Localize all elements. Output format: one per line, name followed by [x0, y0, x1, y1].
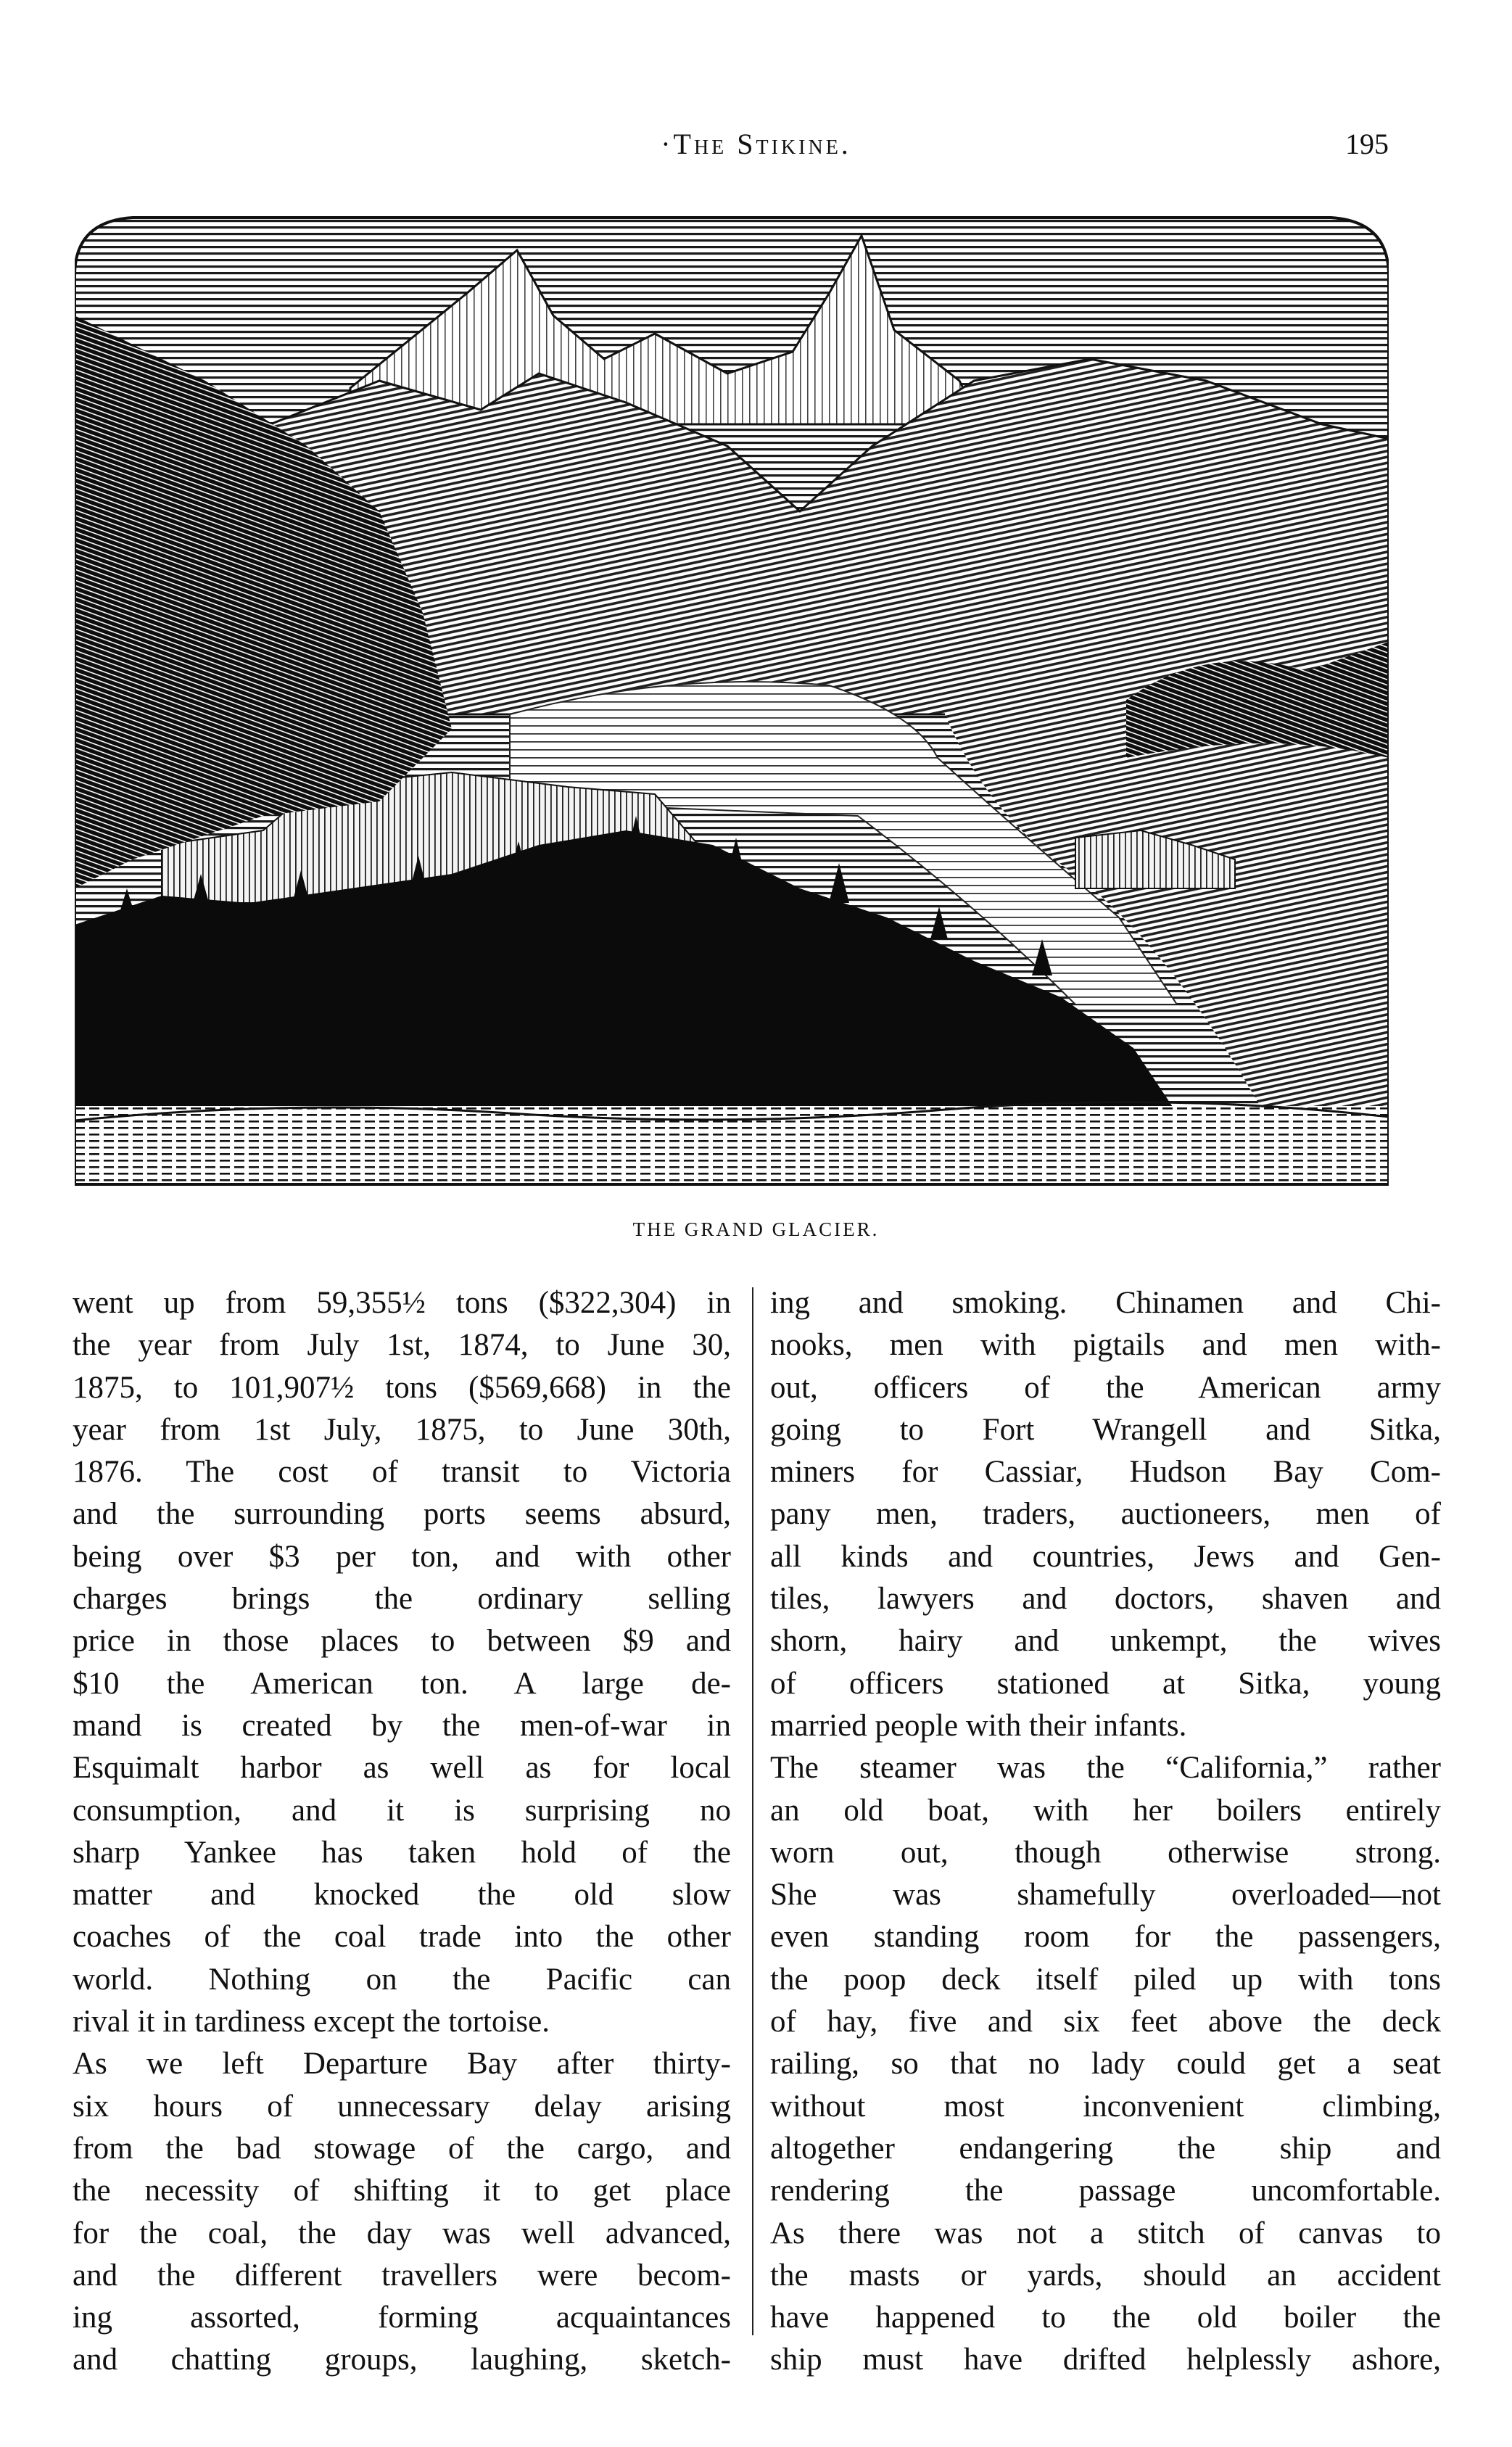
text-line: As there was not a stitch of canvas to — [770, 2216, 1441, 2250]
glacier-engraving — [75, 207, 1389, 1193]
text-line: of hay, five and six feet above the deck — [770, 2005, 1441, 2039]
right-text-column — [770, 1282, 1441, 2382]
text-line: rival it in tardiness except the tortoise. — [73, 2005, 550, 2039]
text-line: price in those places to between $9 and — [73, 1624, 731, 1659]
text-line: being over $3 per ton, and with other — [73, 1539, 731, 1574]
text-line: an old boat, with her boilers entirely — [770, 1793, 1441, 1828]
text-line: sharp Yankee has taken hold of the — [73, 1835, 731, 1870]
text-line: went up from 59,355½ tons ($322,304) in — [73, 1286, 731, 1320]
text-line: consumption, and it is surprising no — [73, 1793, 731, 1828]
text-line: 1876. The cost of transit to Victoria — [73, 1455, 731, 1490]
text-line: ship must have drifted helplessly ashore, — [770, 2343, 1441, 2377]
text-line: ing and smoking. Chinamen and Chi- — [770, 1286, 1441, 1320]
text-line: As we left Departure Bay after thirty- — [73, 2047, 731, 2081]
page-header — [0, 127, 1512, 170]
text-line: all kinds and countries, Jews and Gen- — [770, 1539, 1441, 1574]
text-line: the poop deck itself piled up with tons — [770, 1962, 1441, 1997]
left-text-column — [73, 1282, 731, 2382]
text-line: the necessity of shifting it to get place — [73, 2174, 731, 2208]
text-line: pany men, traders, auctioneers, men of — [770, 1497, 1441, 1532]
text-line: even standing room for the passengers, — [770, 1920, 1441, 1955]
text-line: of officers stationed at Sitka, young — [770, 1666, 1441, 1701]
text-line: Esquimalt harbor as well as for local — [73, 1751, 731, 1786]
text-line: matter and knocked the old slow — [73, 1878, 731, 1912]
text-line: from the bad stowage of the cargo, and — [73, 2131, 731, 2166]
text-line: world. Nothing on the Pacific can — [73, 1962, 731, 1997]
text-line: out, officers of the American army — [770, 1370, 1441, 1405]
text-line: without most inconvenient climbing, — [770, 2089, 1441, 2124]
page-number: 195 — [1345, 128, 1389, 160]
text-line: She was shamefully overloaded—not — [770, 1878, 1441, 1912]
text-line: The steamer was the “California,” rather — [770, 1751, 1441, 1786]
text-line: for the coal, the day was well advanced, — [73, 2216, 731, 2250]
text-line: shorn, hairy and unkempt, the wives — [770, 1624, 1441, 1659]
column-rule — [752, 1287, 753, 2335]
text-line: year from 1st July, 1875, to June 30th, — [73, 1412, 731, 1447]
text-line: worn out, though otherwise strong. — [770, 1835, 1441, 1870]
text-line: mand is created by the men-of-war in — [73, 1708, 731, 1743]
text-line: miners for Cassiar, Hudson Bay Com- — [770, 1455, 1441, 1490]
text-line: have happened to the old boiler the — [770, 2300, 1441, 2335]
text-line: railing, so that no lady could get a seat — [770, 2047, 1441, 2081]
text-line: $10 the American ton. A large de- — [73, 1666, 731, 1701]
text-line: and chatting groups, laughing, sketch- — [73, 2343, 731, 2377]
text-line: 1875, to 101,907½ tons ($569,668) in the — [73, 1370, 731, 1405]
text-line: the masts or yards, should an accident — [770, 2258, 1441, 2293]
running-title: ·The Stikine. — [661, 128, 851, 160]
illustration-caption: THE GRAND GLACIER. — [632, 1218, 880, 1240]
text-line: married people with their infants. — [770, 1708, 1187, 1743]
text-line: charges brings the ordinary selling — [73, 1582, 731, 1617]
text-line: tiles, lawyers and doctors, shaven and — [770, 1582, 1441, 1617]
text-line: six hours of unnecessary delay arising — [73, 2089, 731, 2124]
text-line: nooks, men with pigtails and men with- — [770, 1328, 1441, 1363]
text-line: the year from July 1st, 1874, to June 30, — [73, 1328, 731, 1363]
text-line: coaches of the coal trade into the other — [73, 1920, 731, 1955]
text-line: rendering the passage uncomfortable. — [770, 2174, 1441, 2208]
text-line: altogether endangering the ship and — [770, 2131, 1441, 2166]
text-line: ing assorted, forming acquaintances — [73, 2300, 731, 2335]
text-line: and the surrounding ports seems absurd, — [73, 1497, 731, 1532]
text-line: going to Fort Wrangell and Sitka, — [770, 1412, 1441, 1447]
text-line: and the different travellers were becom- — [73, 2258, 731, 2293]
